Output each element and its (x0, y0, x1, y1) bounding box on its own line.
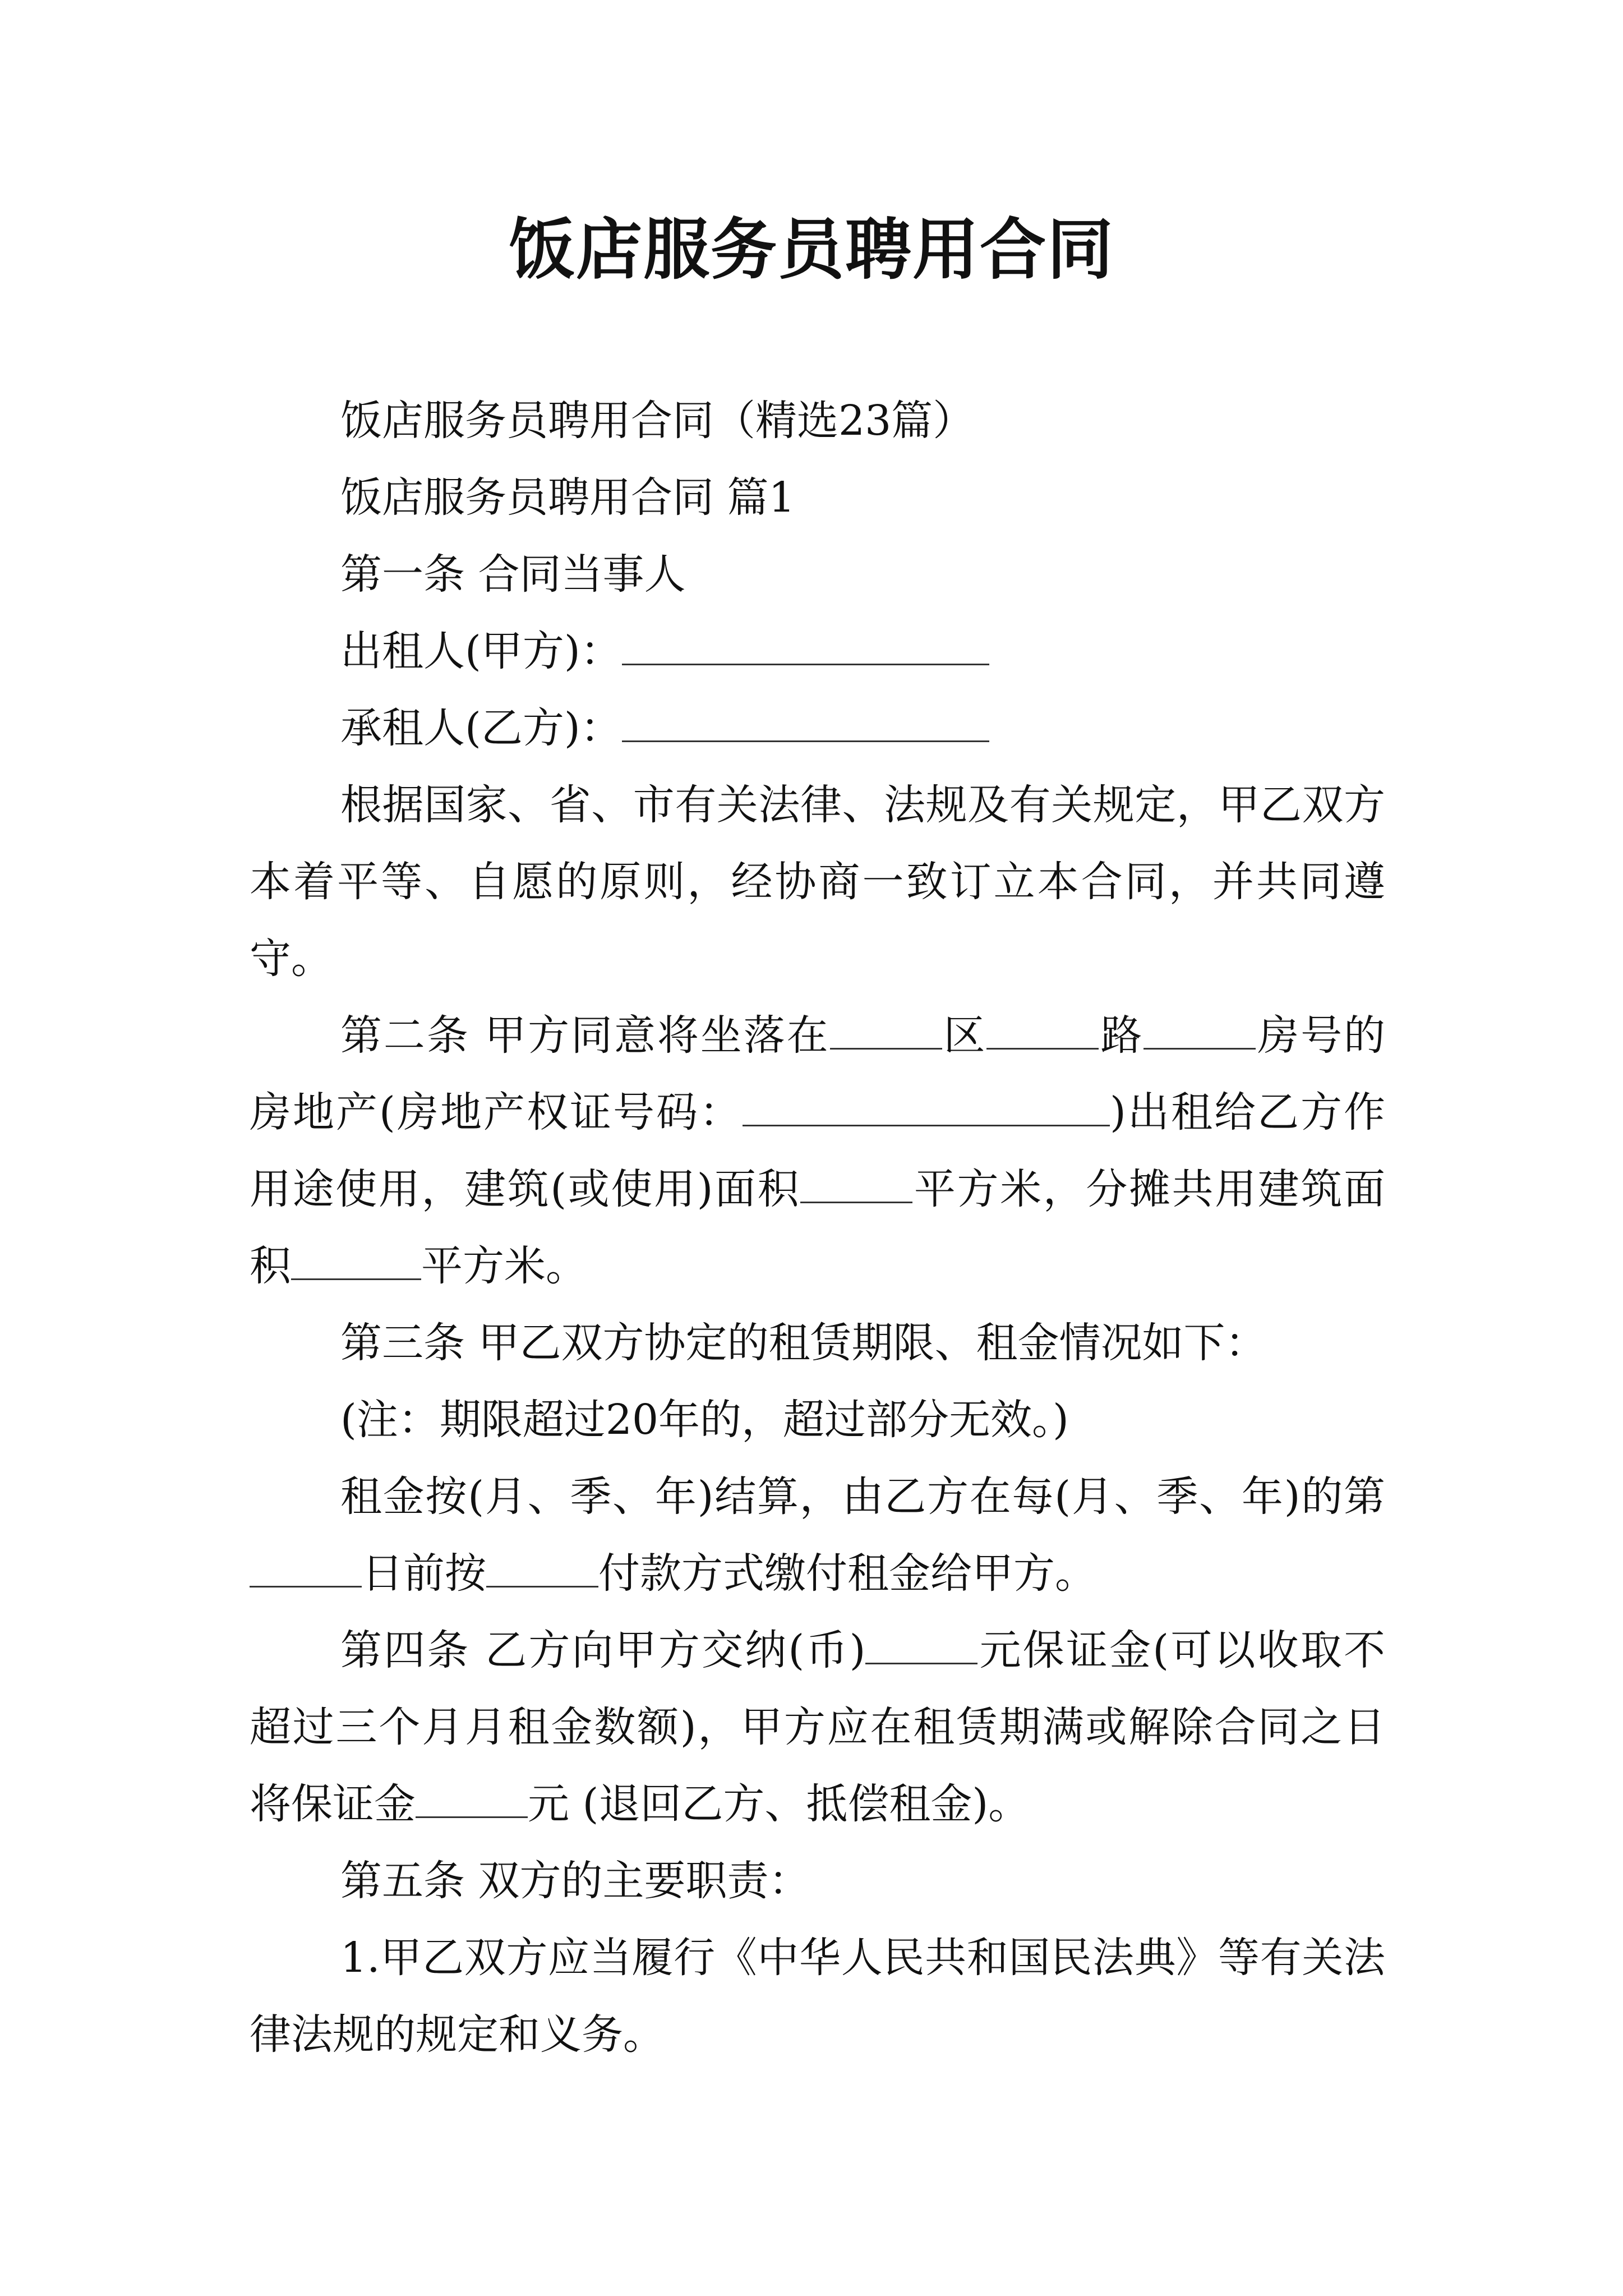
deposit-return-blank (416, 1777, 528, 1818)
clause-5-heading: 第五条 双方的主要职责： (340, 1857, 810, 1905)
clause-2-text-c: 路 (1099, 1011, 1144, 1060)
clause-2-text-d: 房号的房地产(房地产权证号码： (250, 1011, 1386, 1137)
lessor-label: 出租人(甲方)： (340, 627, 622, 675)
clause-2-paragraph (250, 997, 1385, 1305)
clause-4-text-a: 第四条 乙方向甲方交纳(币) (340, 1626, 866, 1674)
clause-2-text-g: 平方米。 (421, 1242, 587, 1290)
clause-2-text-b: 区 (942, 1011, 987, 1060)
article-heading: 饭店服务员聘用合同 篇1 (340, 473, 795, 522)
clause-2-text-e: )出租给乙方作用途使用，建筑(或使用)面积 (250, 1088, 1385, 1213)
area-blank (800, 1162, 912, 1203)
rent-paragraph (250, 1458, 1385, 1612)
clause-2-text-a: 第二条 甲方同意将坐落在 (340, 1011, 830, 1060)
day-blank (250, 1547, 362, 1588)
clause-3-heading: 第三条 甲乙双方协定的租赁期限、租金情况如下： (340, 1319, 1267, 1367)
document-title: 饭店服务员聘用合同 (508, 210, 1114, 288)
clause-2-text-f: 平方米，分摊共用建筑面积 (250, 1165, 1385, 1290)
lessee-label: 承租人(乙方)： (340, 704, 622, 752)
lessee-blank (622, 701, 989, 742)
district-blank (830, 1009, 942, 1050)
clause-3-note: (注：期限超过20年的，超过部分无效。) (340, 1396, 1069, 1444)
payment-method-blank (486, 1547, 598, 1588)
deposit-blank (865, 1623, 978, 1664)
lessee-line (250, 690, 1385, 767)
rent-text-b: 日前按 (362, 1549, 486, 1598)
clause-4-text-c: 元 (退回乙方、抵偿租金)。 (528, 1780, 1030, 1828)
preamble-paragraph: 根据国家、省、市有关法律、法规及有关规定，甲乙双方本着平等、自愿的原则，经协商一致订立本合同，并共同遵守。 (250, 781, 1385, 983)
lessor-line (250, 613, 1385, 690)
subtitle-collection: 饭店服务员聘用合同（精选23篇） (340, 397, 975, 445)
clause-4-text-b: 元保证金(可以收取不超过三个月月租金数额)，甲方应在租赁期满或解除合同之日将保证金 (250, 1626, 1386, 1828)
clause-5-item-1: 1.甲乙双方应当履行《中华人民共和国民法典》等有关法律法规的规定和义务。 (250, 1934, 1385, 2059)
rent-text-a: 租金按(月、季、年)结算，由乙方在每(月、季、年)的第 (340, 1473, 1385, 1521)
room-number-blank (1144, 1009, 1256, 1050)
certificate-number-blank (743, 1085, 1110, 1126)
road-blank (986, 1009, 1099, 1050)
document-body (250, 383, 1385, 2073)
shared-area-blank (291, 1239, 421, 1280)
lessor-blank (622, 624, 989, 665)
clause-4-paragraph (250, 1612, 1385, 1843)
rent-text-c: 付款方式缴付租金给甲方。 (598, 1549, 1096, 1598)
clause-1-heading: 第一条 合同当事人 (340, 550, 686, 599)
